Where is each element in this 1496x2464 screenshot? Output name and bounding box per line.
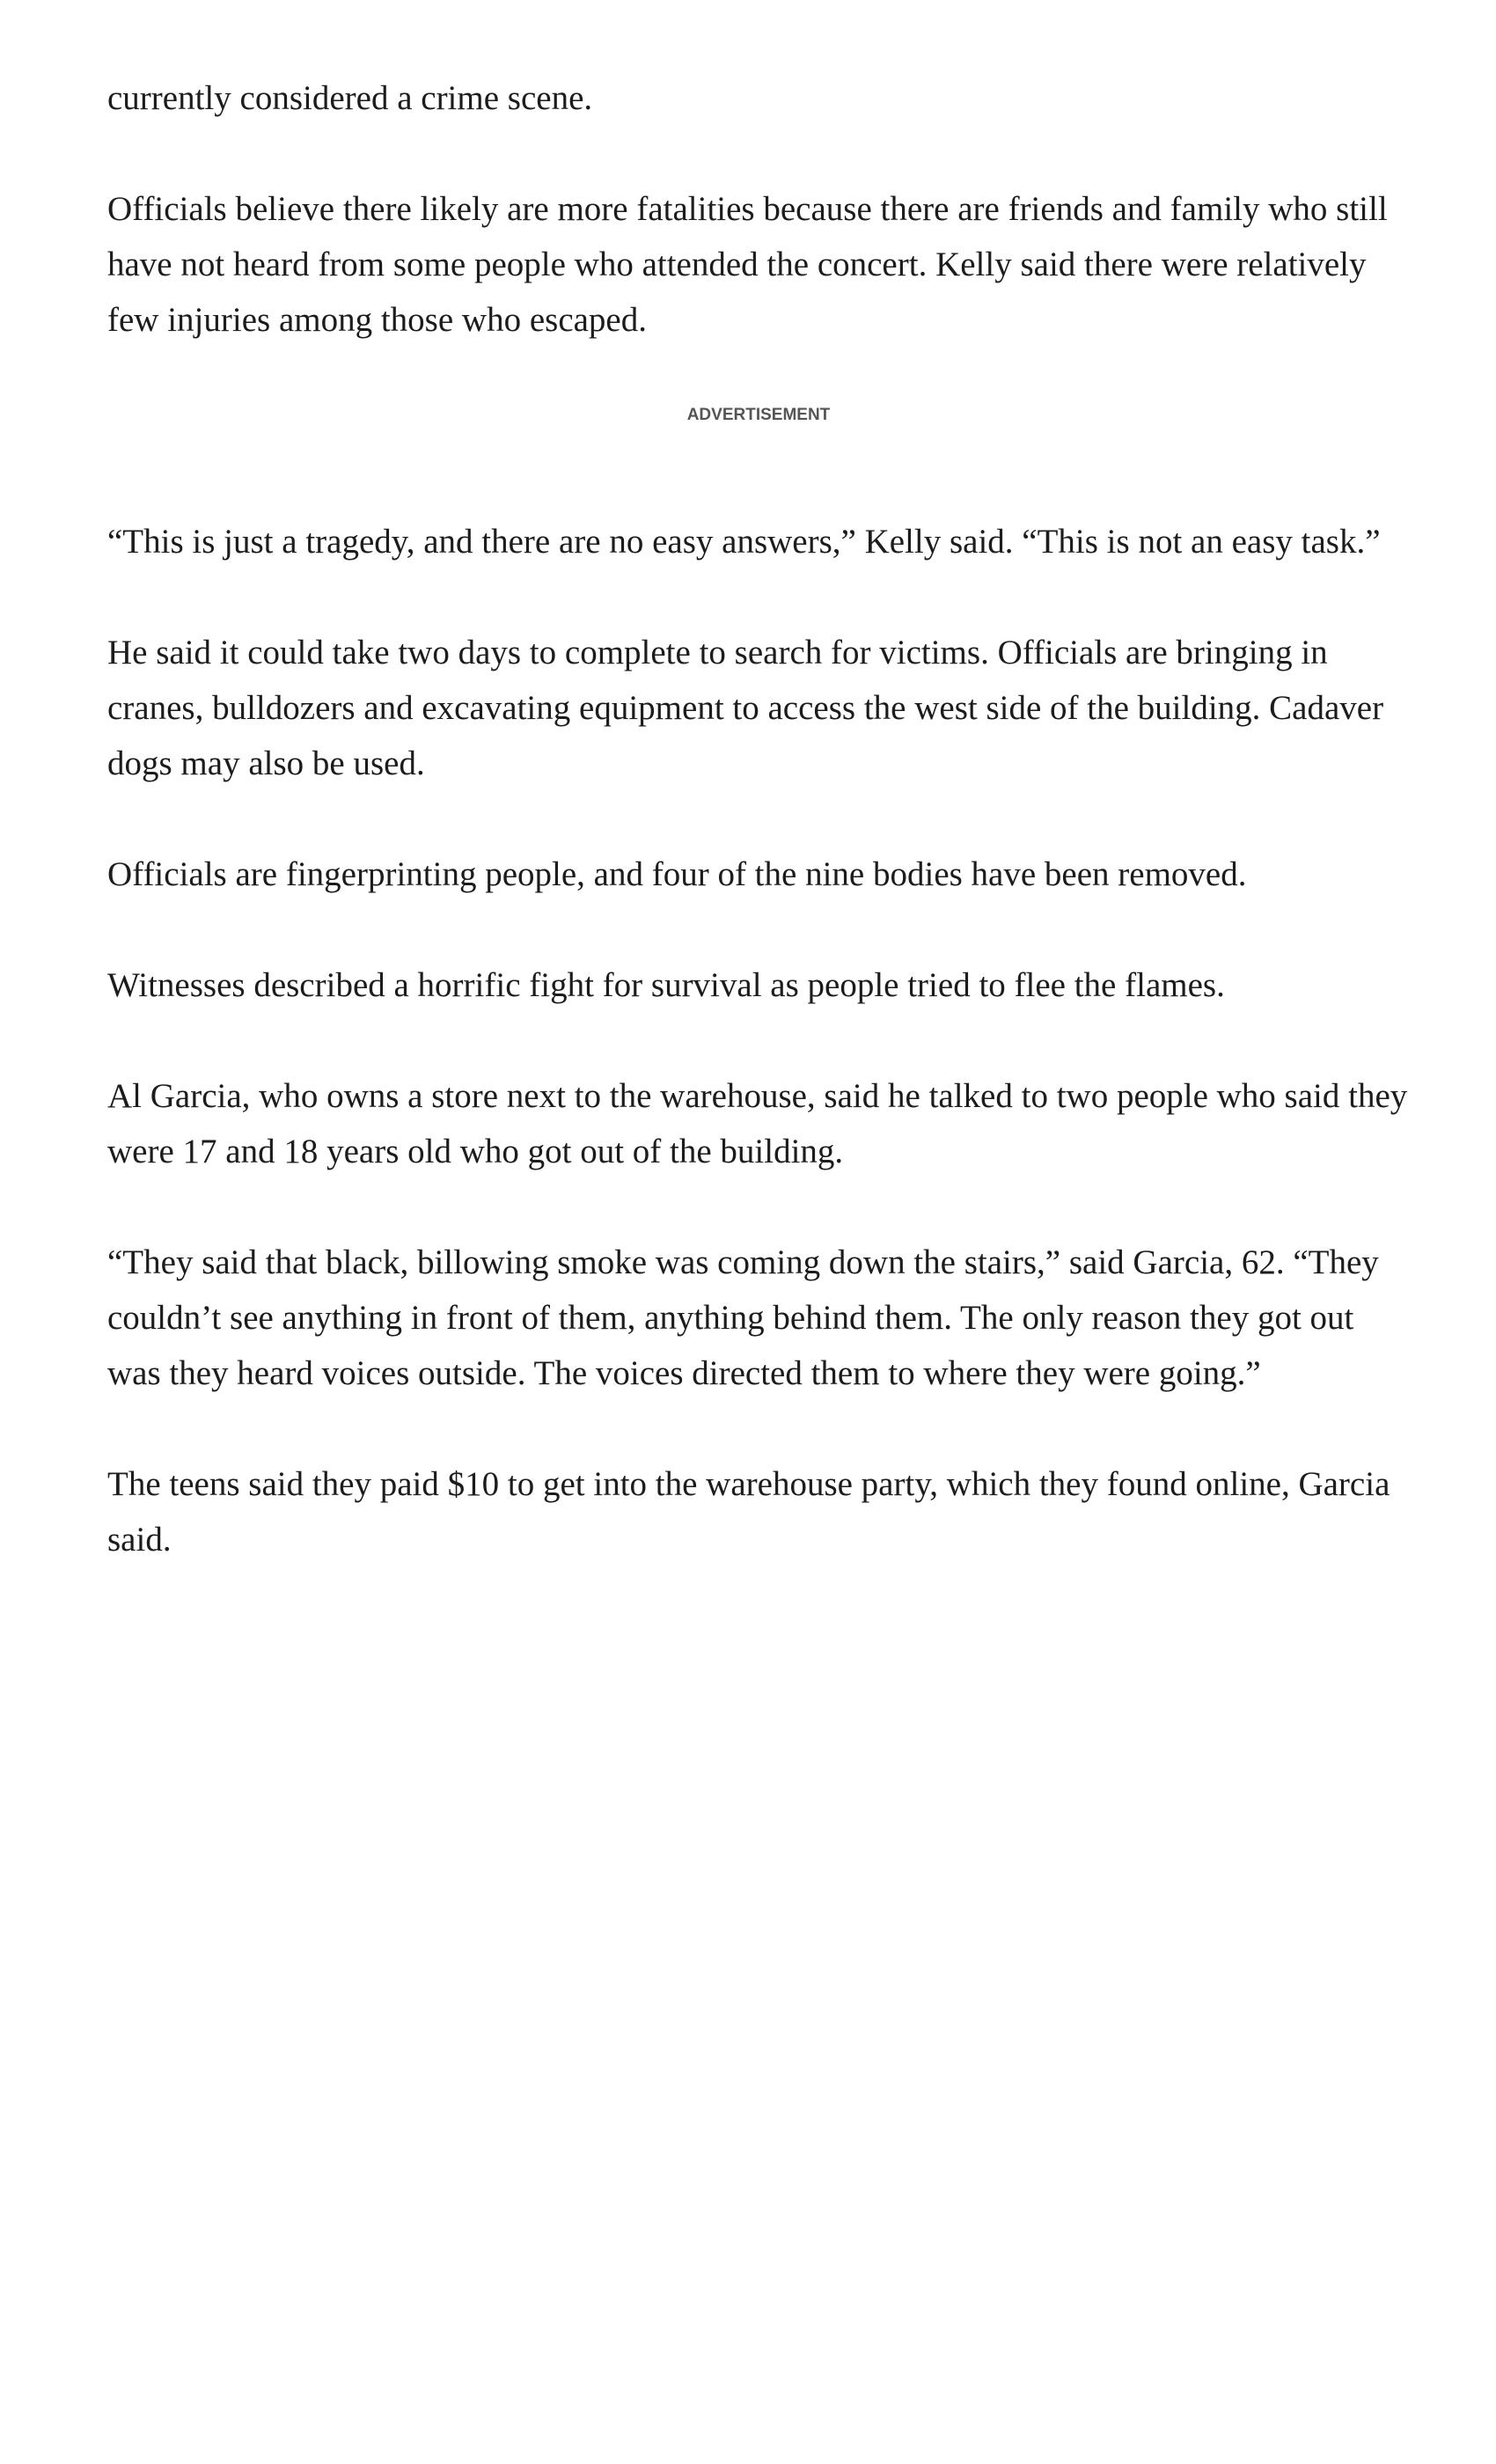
article-paragraph-1: currently considered a crime scene. xyxy=(107,79,593,117)
article-body xyxy=(107,70,1410,1623)
article-paragraph-9: The teens said they paid $10 to get into the warehouse party, which they found online, Garcia said. xyxy=(107,1465,1390,1558)
article-paragraph-4: He said it could take two days to complete to search for victims. Officials are bringing in cranes, bulldozers and excavating equipment to access the west side of the building. Cadaver dogs may also be used. xyxy=(107,634,1384,782)
advertisement-slot xyxy=(107,403,1410,514)
article-paragraph-8: “They said that black, billowing smoke was coming down the stairs,” said Garcia, 62. “They couldn’t see anything in front of them, anything behind them. The only reason they got out was they heard voices outside. The voices directed them to where they were going.” xyxy=(107,1243,1379,1392)
article-paragraph-6: Witnesses described a horrific fight for survival as people tried to flee the flames. xyxy=(107,966,1225,1004)
article-paragraph-3: “This is just a tragedy, and there are no easy answers,” Kelly said. “This is not an easy task.” xyxy=(107,523,1381,561)
article-paragraph-7: Al Garcia, who owns a store next to the warehouse, said he talked to two people who said they were 17 and 18 years old who got out of the building. xyxy=(107,1077,1408,1170)
article-paragraph-2: Officials believe there likely are more fatalities because there are friends and family who still have not heard from some people who attended the concert. Kelly said there were relatively few injuries among those who escaped. xyxy=(107,190,1388,339)
advertisement-label: ADVERTISEMENT xyxy=(686,406,831,424)
article-paragraph-5: Officials are fingerprinting people, and four of the nine bodies have been removed. xyxy=(107,855,1247,893)
